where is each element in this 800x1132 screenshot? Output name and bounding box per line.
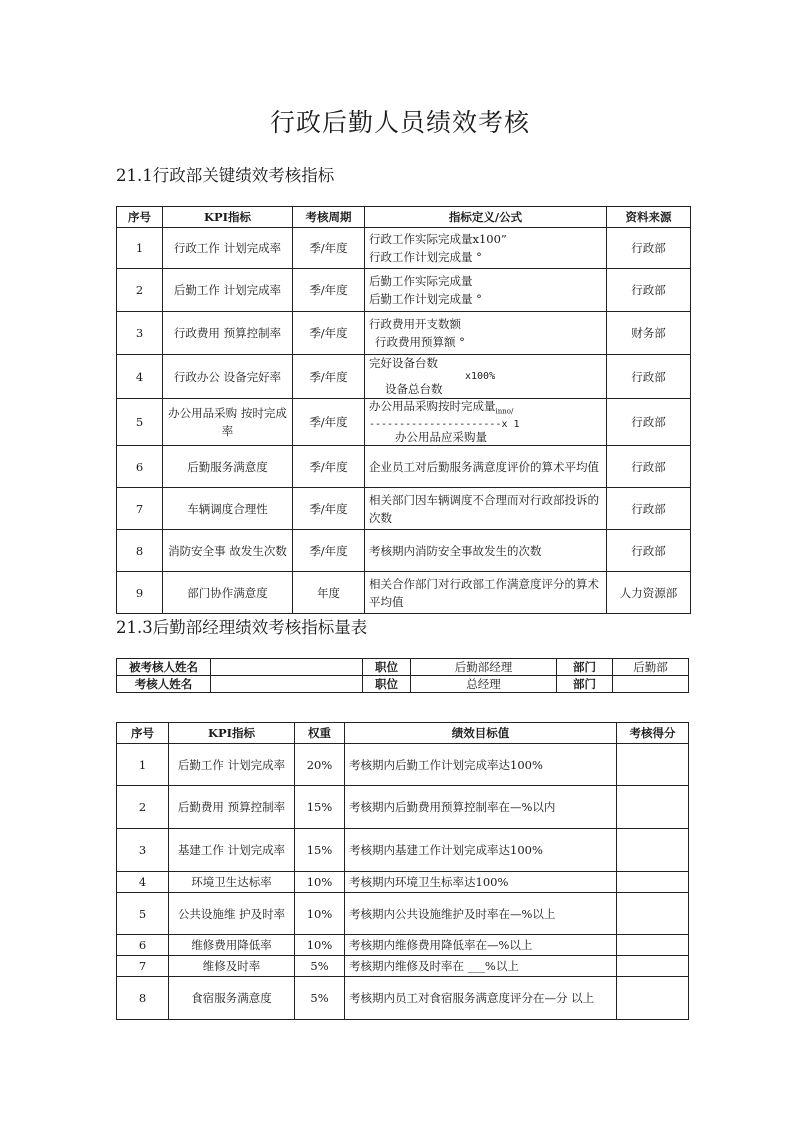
- definition-line: ----------------------x 1: [369, 419, 520, 431]
- position2-label: 职位: [363, 676, 411, 693]
- row-no: 3: [117, 312, 163, 355]
- table-row: [117, 872, 689, 893]
- definition-line: [369, 400, 602, 418]
- row-kpi: 行政费用 预算控制率: [163, 312, 293, 355]
- definition-line: 设备总台数: [385, 382, 443, 396]
- section-1-heading: 21.1行政部关键绩效考核指标: [116, 166, 335, 185]
- row-no: 9: [117, 572, 163, 614]
- definition-line: 行政费用预算额 °: [375, 335, 465, 349]
- assessee-info-table: [116, 658, 689, 693]
- row-target: 考核期内维修费用降低率在—%以上: [345, 935, 617, 956]
- table-row: [117, 488, 691, 530]
- row-definition: [365, 399, 607, 446]
- definition-line: 行政费用开支数额: [369, 317, 461, 331]
- row-period: 季/年度: [293, 269, 365, 312]
- header-weight: 权重: [295, 723, 345, 744]
- definition-line: 后勤工作实际完成量: [369, 274, 473, 288]
- row-kpi: 消防安全事 故发生次数: [163, 530, 293, 572]
- dept-label: 部门: [557, 659, 613, 676]
- row-score: [617, 872, 689, 893]
- row-no: 6: [117, 446, 163, 488]
- row-source: 行政部: [607, 399, 691, 446]
- row-target: 考核期内后勤工作计划完成率达100%: [345, 744, 617, 786]
- row-period: 季/年度: [293, 488, 365, 530]
- row-kpi: 后勤费用 预算控制率: [169, 786, 295, 829]
- row-no: 5: [117, 399, 163, 446]
- row-kpi: 后勤服务满意度: [163, 446, 293, 488]
- row-definition: 相关合作部门对行政部工作满意度评分的算术平均值: [365, 572, 607, 614]
- dept-value: 后勤部: [613, 659, 689, 676]
- row-no: 7: [117, 488, 163, 530]
- row-target: 考核期内公共设施维护及时率在—%以上: [345, 893, 617, 935]
- row-no: 6: [117, 935, 169, 956]
- table-row: [117, 956, 689, 977]
- table-row: [117, 530, 691, 572]
- definition-line: 后勤工作计划完成量 °: [369, 292, 482, 306]
- row-kpi: 公共设施维 护及时率: [169, 893, 295, 935]
- table-row: [117, 399, 691, 446]
- row-source: 行政部: [607, 269, 691, 312]
- header-score: 考核得分: [617, 723, 689, 744]
- definition-line: 行政工作计划完成量 °: [369, 250, 482, 264]
- row-source: 人力资源部: [607, 572, 691, 614]
- row-target: 考核期内环境卫生标率达100%: [345, 872, 617, 893]
- row-kpi: 行政办公 设备完好率: [163, 355, 293, 399]
- row-score: [617, 829, 689, 872]
- position-label: 职位: [363, 659, 411, 676]
- row-kpi: 部门协作满意度: [163, 572, 293, 614]
- row-period: 季/年度: [293, 399, 365, 446]
- header-period: 考核周期: [293, 207, 365, 228]
- table-row: [117, 893, 689, 935]
- document-title: 行政后勤人员绩效考核: [269, 108, 530, 137]
- row-kpi: 维修及时率: [169, 956, 295, 977]
- row-kpi: 食宿服务满意度: [169, 977, 295, 1020]
- row-source: 行政部: [607, 446, 691, 488]
- row-definition: [365, 269, 607, 312]
- position2-value: 总经理: [411, 676, 557, 693]
- row-weight: 10%: [295, 935, 345, 956]
- header-definition: 指标定义/公式: [365, 207, 607, 228]
- row-source: 财务部: [607, 312, 691, 355]
- row-period: 季/年度: [293, 446, 365, 488]
- info-row: [117, 659, 689, 676]
- row-score: [617, 893, 689, 935]
- row-source: 行政部: [607, 355, 691, 399]
- row-no: 8: [117, 977, 169, 1020]
- row-weight: 5%: [295, 977, 345, 1020]
- header-kpi: KPI指标: [163, 207, 293, 228]
- row-kpi: 维修费用降低率: [169, 935, 295, 956]
- assessor-value: [211, 676, 363, 693]
- dept2-value: [613, 676, 689, 693]
- definition-subscript: inno/: [495, 407, 514, 416]
- section-2-heading: 21.3后勤部经理绩效考核指标量表: [116, 618, 368, 637]
- row-definition: 企业员工对后勤服务满意度评价的算术平均值: [365, 446, 607, 488]
- definition-line: 行政工作实际完成量x100”: [369, 232, 507, 246]
- row-source: 行政部: [607, 530, 691, 572]
- row-period: 季/年度: [293, 228, 365, 269]
- table-row: [117, 977, 689, 1020]
- row-kpi: 办公用品采购 按时完成率: [163, 399, 293, 446]
- assessee-label: 被考核人姓名: [117, 659, 211, 676]
- row-target: 考核期内维修及时率在 ___%以上: [345, 956, 617, 977]
- row-source: 行政部: [607, 228, 691, 269]
- row-period: 年度: [293, 572, 365, 614]
- assessor-label: 考核人姓名: [117, 676, 211, 693]
- row-kpi: 行政工作 计划完成率: [163, 228, 293, 269]
- table-header-row: [117, 723, 689, 744]
- row-no: 3: [117, 829, 169, 872]
- definition-line: x100%: [465, 371, 496, 382]
- row-definition: [365, 228, 607, 269]
- row-weight: 10%: [295, 872, 345, 893]
- row-no: 8: [117, 530, 163, 572]
- row-no: 1: [117, 744, 169, 786]
- row-definition: 相关部门因车辆调度不合理而对行政部投诉的次数: [365, 488, 607, 530]
- dept2-label: 部门: [557, 676, 613, 693]
- row-no: 5: [117, 893, 169, 935]
- row-period: 季/年度: [293, 355, 365, 399]
- row-definition: [365, 312, 607, 355]
- row-score: [617, 744, 689, 786]
- table-row: [117, 446, 691, 488]
- row-target: 考核期内员工对食宿服务满意度评分在—分 以上: [345, 977, 617, 1020]
- row-kpi: 车辆调度合理性: [163, 488, 293, 530]
- info-row: [117, 676, 689, 693]
- table-row: [117, 935, 689, 956]
- table-header-row: [117, 207, 691, 228]
- table-row: [117, 786, 689, 829]
- header-no: 序号: [117, 723, 169, 744]
- table-row: [117, 228, 691, 269]
- row-target: 考核期内基建工作计划完成率达100%: [345, 829, 617, 872]
- header-no: 序号: [117, 207, 163, 228]
- row-weight: 15%: [295, 786, 345, 829]
- row-weight: 20%: [295, 744, 345, 786]
- row-weight: 5%: [295, 956, 345, 977]
- row-score: [617, 786, 689, 829]
- table-row: [117, 572, 691, 614]
- row-target: 考核期内后勤费用预算控制率在—%以内: [345, 786, 617, 829]
- row-no: 4: [117, 355, 163, 399]
- row-no: 7: [117, 956, 169, 977]
- header-target: 绩效目标值: [345, 723, 617, 744]
- table-row: [117, 829, 689, 872]
- definition-line: 办公用品应采购量: [395, 430, 487, 445]
- row-kpi: 后勤工作 计划完成率: [163, 269, 293, 312]
- logistics-kpi-table: [116, 722, 689, 1020]
- table-row: [117, 269, 691, 312]
- row-score: [617, 977, 689, 1020]
- row-source: 行政部: [607, 488, 691, 530]
- row-no: 2: [117, 269, 163, 312]
- table-row: [117, 355, 691, 399]
- row-definition: 考核期内消防安全事故发生的次数: [365, 530, 607, 572]
- table-row: [117, 312, 691, 355]
- row-score: [617, 935, 689, 956]
- row-weight: 10%: [295, 893, 345, 935]
- definition-line-text: 办公用品采购按时完成量: [369, 399, 496, 413]
- position-value: 后勤部经理: [411, 659, 557, 676]
- row-kpi: 后勤工作 计划完成率: [169, 744, 295, 786]
- row-weight: 15%: [295, 829, 345, 872]
- admin-kpi-table: [116, 206, 691, 614]
- row-no: 1: [117, 228, 163, 269]
- row-definition: [365, 355, 607, 399]
- header-source: 资料来源: [607, 207, 691, 228]
- row-no: 2: [117, 786, 169, 829]
- definition-line: 完好设备台数: [369, 356, 438, 370]
- row-score: [617, 956, 689, 977]
- table-row: [117, 744, 689, 786]
- row-kpi: 基建工作 计划完成率: [169, 829, 295, 872]
- assessee-value: [211, 659, 363, 676]
- header-kpi: KPI指标: [169, 723, 295, 744]
- row-kpi: 环境卫生达标率: [169, 872, 295, 893]
- row-period: 季/年度: [293, 530, 365, 572]
- row-period: 季/年度: [293, 312, 365, 355]
- row-no: 4: [117, 872, 169, 893]
